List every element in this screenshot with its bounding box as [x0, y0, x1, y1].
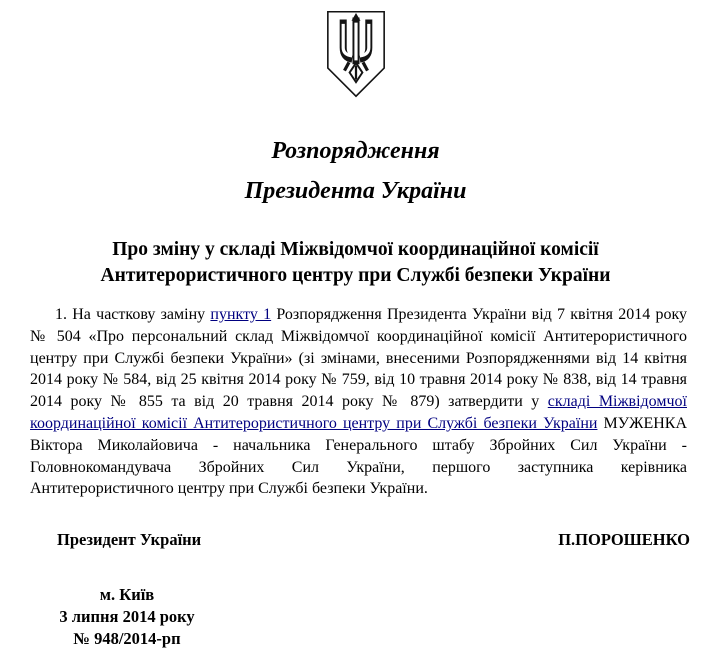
body-paragraph: [30, 304, 687, 500]
body-text-segment: 1. На часткову заміну: [55, 306, 211, 323]
document-subject: [0, 237, 711, 289]
body-text-segment: МУЖЕНКА Віктора Миколайовича - начальника Генерального штабу Збройних Сил України - Головнокомандувача Збройних Сил України, першого заступника керівника Антитерористичного центру при Службі безпеки України.: [30, 414, 687, 498]
footer-place: м. Київ: [99, 585, 155, 605]
document-title: [0, 131, 711, 211]
document-title-line1: Розпорядження: [271, 138, 440, 164]
body-hyperlink[interactable]: пункту 1: [210, 306, 272, 323]
footer-number: № 948/2014-рп: [73, 629, 181, 649]
body-hyperlink[interactable]: складі Міжвідомчої координаційної комісії Антитерористичного центру при Службі безпеки України: [30, 393, 687, 432]
document-title-line2: Президента України: [244, 178, 467, 204]
signature-row: [57, 530, 690, 550]
signer-title: Президент України: [57, 530, 202, 550]
footer-date: 3 липня 2014 року: [59, 607, 195, 627]
document-subject-line2: Антитерористичного центру при Службі безпеки України: [100, 265, 611, 286]
signer-name: П.ПОРОШЕНКО: [558, 530, 690, 550]
coat-of-arms-container: [0, 0, 711, 105]
footer-block: [31, 584, 223, 650]
ukraine-trident-icon: [324, 8, 388, 100]
document-subject-line1: Про зміну у складі Міжвідомчої координаційної комісії: [112, 239, 599, 260]
body-text-segment: Розпорядження Президента України від 7 квітня 2014 року № 504 «Про персональний склад Міжвідомчої координаційної комісії Антитерористичного центру при Службі безпеки України» (зі змінами, внесеними Розпорядженнями від 14 квітня 2014 року № 584, від 25 квітня 2014 року № 759, від 10 травня 2014 року № 838, від 14 травня 2014 року № 855 та від 20 травня 2014 року № 879) затвердити у: [30, 306, 688, 411]
